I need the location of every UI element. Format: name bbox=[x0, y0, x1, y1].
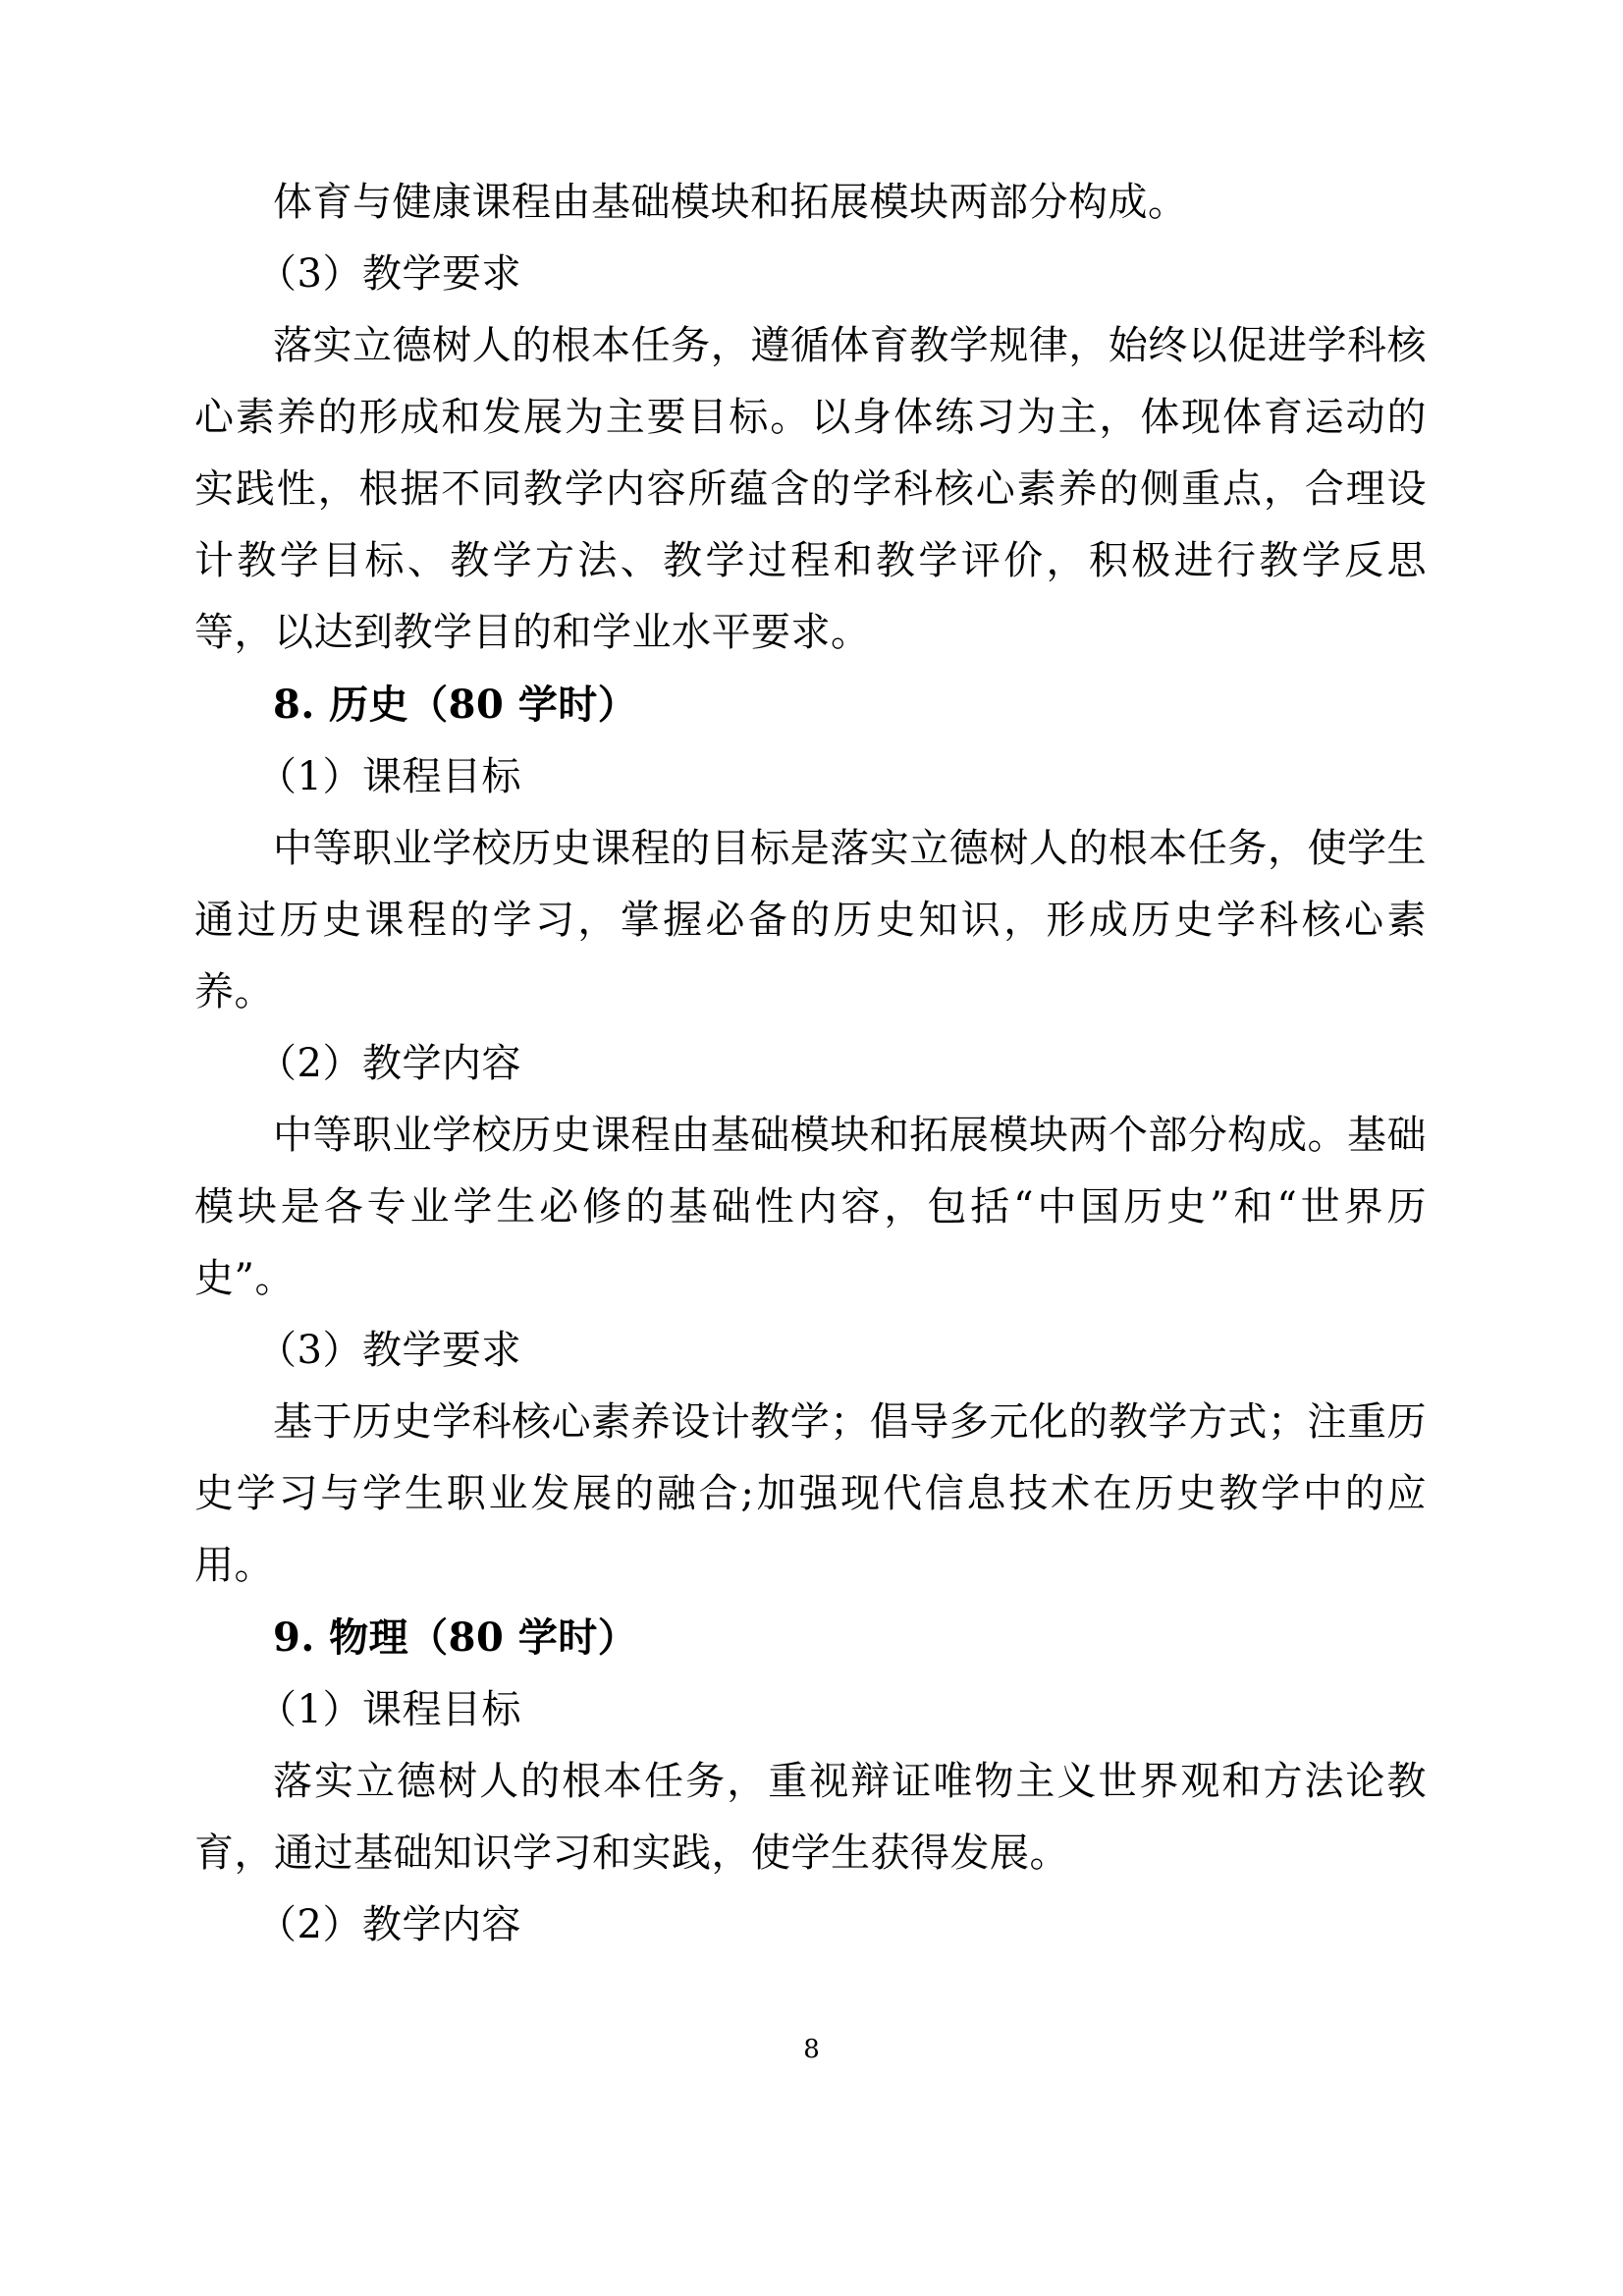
paragraph: 基于历史学科核心素养设计教学；倡导多元化的教学方式；注重历史学习与学生职业发展的融合;加强现代信息技术在历史教学中的应用。 bbox=[194, 1399, 1427, 1588]
paragraph: （3）教学要求 bbox=[257, 1328, 521, 1373]
section-heading-text: 8. 历史（80 学时） bbox=[273, 682, 638, 728]
paragraph: 中等职业学校历史课程的目标是落实立德树人的根本任务，使学生通过历史课程的学习，掌握必备的历史知识，形成历史学科核心素养。 bbox=[194, 826, 1427, 1014]
paragraph: （1）课程目标 bbox=[257, 754, 521, 799]
section-heading-text: 9. 物理（80 学时） bbox=[273, 1614, 638, 1661]
paragraph: （2）教学内容 bbox=[257, 1041, 521, 1086]
paragraph: 体育与健康课程由基础模块和拓展模块两部分构成。 bbox=[273, 180, 1188, 225]
page-body bbox=[194, 167, 1427, 1961]
paragraph: 中等职业学校历史课程由基础模块和拓展模块两个部分构成。基础模块是各专业学生必修的基础性内容，包括“中国历史”和“世界历史”。 bbox=[194, 1113, 1427, 1301]
paragraph: （2）教学内容 bbox=[257, 1902, 521, 1947]
section-heading bbox=[194, 1602, 1427, 1674]
paragraph: （3）教学要求 bbox=[257, 251, 521, 297]
section-heading bbox=[194, 669, 1427, 741]
paragraph: 落实立德树人的根本任务，重视辩证唯物主义世界观和方法论教育，通过基础知识学习和实践，使学生获得发展。 bbox=[194, 1759, 1427, 1876]
paragraph: （1）课程目标 bbox=[257, 1687, 521, 1732]
page-number: 8 bbox=[803, 2035, 820, 2064]
paragraph: 落实立德树人的根本任务，遵循体育教学规律，始终以促进学科核心素养的形成和发展为主要目标。以身体练习为主，体现体育运动的实践性，根据不同教学内容所蕴含的学科核心素养的侧重点，合理设计教学目标、教学方法、教学过程和教学评价，积极进行教学反思等，以达到教学目的和学业水平要求。 bbox=[194, 323, 1427, 655]
